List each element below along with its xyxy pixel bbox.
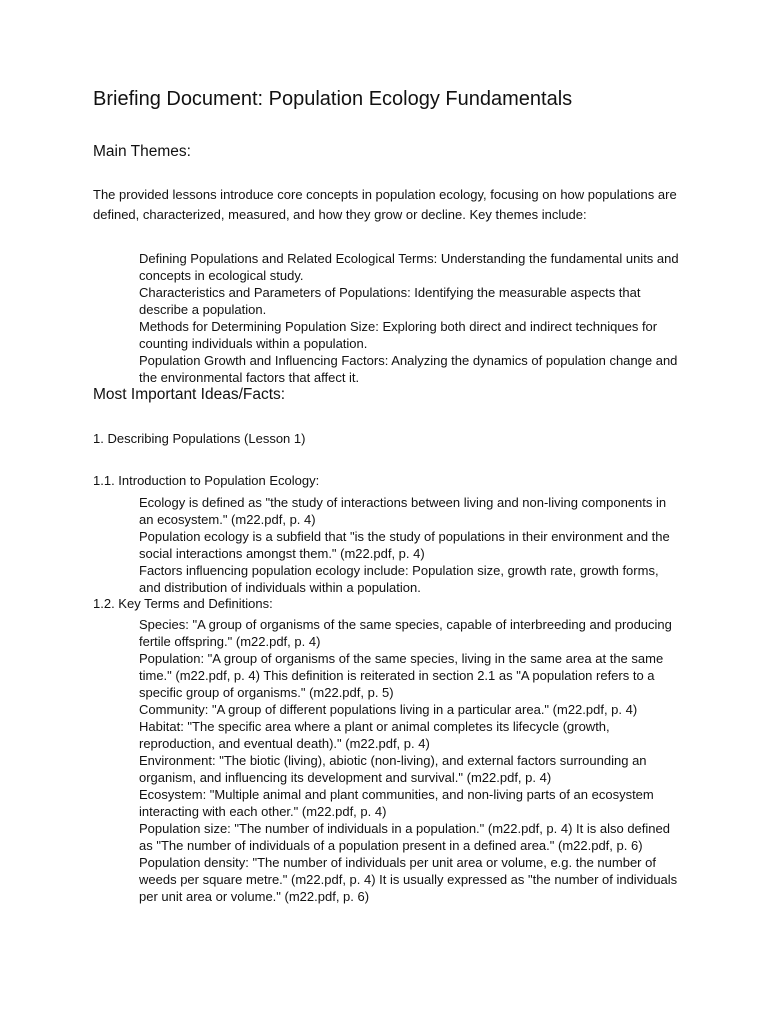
list-item: Methods for Determining Population Size: Exploring both direct and indirect techniques for counting individuals within a population. <box>139 319 658 351</box>
list-item: Population: "A group of organisms of the same species, living in the same area at the same time." (m22.pdf, p. 4) This definition is reiterated in section 2.1 as "A population refers to a specific group of organisms." (m22.pdf, p. 5) <box>139 651 664 700</box>
list-item: Population ecology is a subfield that "is the study of populations in their environment and the social interactions amongst them." (m22.pdf, p. 4) <box>139 529 670 561</box>
list-item: Characteristics and Parameters of Populations: Identifying the measurable aspects that describe a population. <box>139 285 641 317</box>
list-item: Factors influencing population ecology include: Population size, growth rate, growth forms, and distribution of individuals within a population. <box>139 563 659 595</box>
main-themes-heading: Main Themes: <box>93 143 191 160</box>
list-item: Environment: "The biotic (living), abiotic (non-living), and external factors surrounding an organism, and influencing its development and survival." (m22.pdf, p. 4) <box>139 753 647 785</box>
list-item: Ecology is defined as "the study of interactions between living and non-living components in an ecosystem." (m22.pdf, p. 4) <box>139 495 667 527</box>
section-1-1-list <box>139 494 679 596</box>
list-item: Habitat: "The specific area where a plant or animal completes its lifecycle (growth, reproduction, and eventual death)." (m22.pdf, p. 4) <box>139 719 610 751</box>
section-1-heading: 1. Describing Populations (Lesson 1) <box>93 431 306 446</box>
list-item: Population density: "The number of individuals per unit area or volume, e.g. the number of weeds per square metre." (m22.pdf, p. 4) It is usually expressed as "the number of individuals per unit area or volume." (m22.pdf, p. 6) <box>139 855 678 904</box>
important-ideas-heading: Most Important Ideas/Facts: <box>93 386 286 403</box>
document-title: Briefing Document: Population Ecology Fundamentals <box>93 88 573 110</box>
list-item: Population Growth and Influencing Factors: Analyzing the dynamics of population change and the environmental factors that affect it. <box>139 353 678 385</box>
section-1-2-list <box>139 616 679 905</box>
main-themes-intro: The provided lessons introduce core concepts in population ecology, focusing on how populations are defined, characterized, measured, and how they grow or decline. Key themes include: <box>93 187 677 222</box>
list-item: Population size: "The number of individuals in a population." (m22.pdf, p. 4) It is also defined as "The number of individuals of a population present in a defined area." (m22.pdf, p. 6) <box>139 821 670 853</box>
section-1-1-heading: 1.1. Introduction to Population Ecology: <box>93 473 320 488</box>
list-item: Ecosystem: "Multiple animal and plant communities, and non-living parts of an ecosystem interacting with each other." (m22.pdf, p. 4) <box>139 787 654 819</box>
list-item: Community: "A group of different populations living in a particular area." (m22.pdf, p. 4) <box>139 702 638 717</box>
list-item: Defining Populations and Related Ecological Terms: Understanding the fundamental units and concepts in ecological study. <box>139 251 679 283</box>
main-themes-list <box>139 250 679 386</box>
section-1-2-heading: 1.2. Key Terms and Definitions: <box>93 596 273 611</box>
list-item: Species: "A group of organisms of the same species, capable of interbreeding and producing fertile offspring." (m22.pdf, p. 4) <box>139 617 672 649</box>
